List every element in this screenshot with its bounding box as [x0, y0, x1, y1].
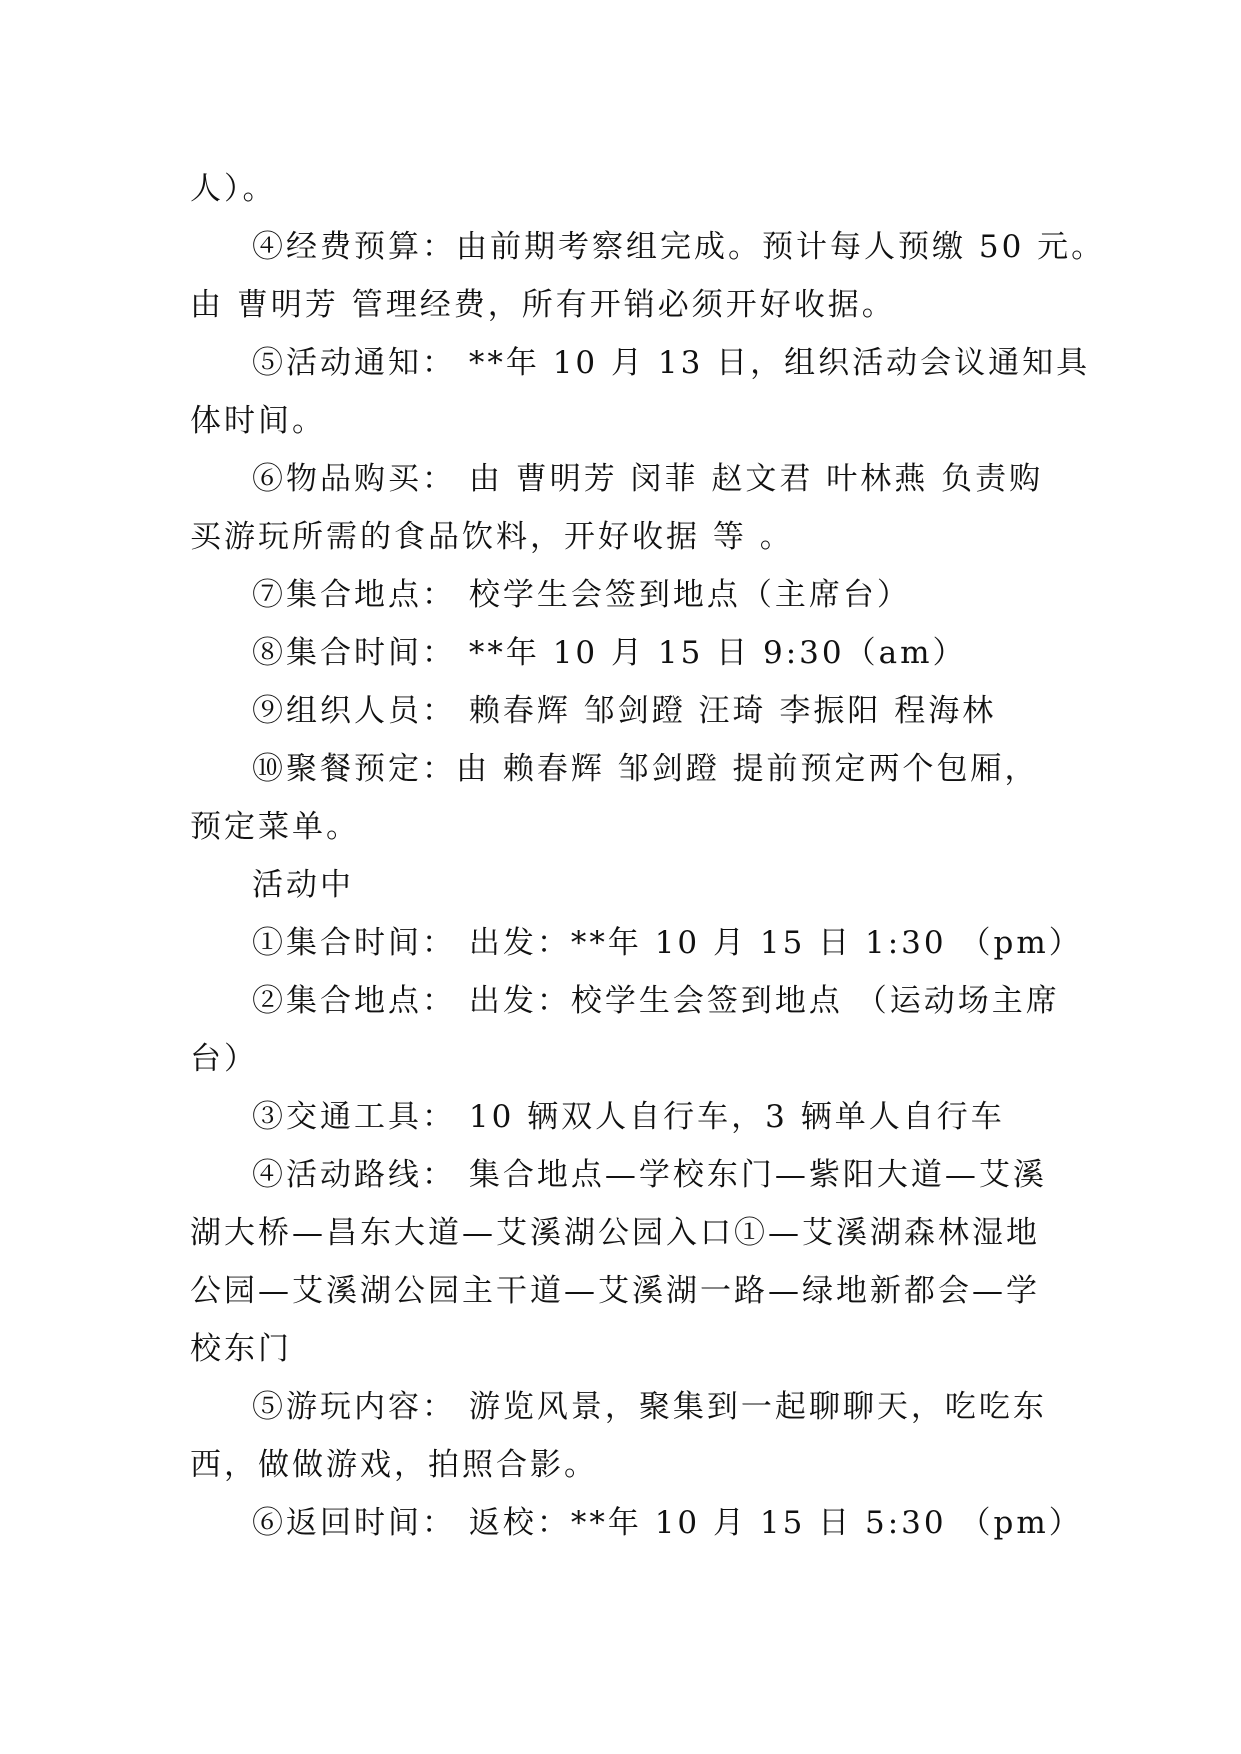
text-line-activities: ⑤游玩内容： 游览风景，聚集到一起聊聊天，吃吃东: [252, 1389, 1047, 1425]
text-line-meeting-place: ⑦集合地点： 校学生会签到地点（主席台）: [252, 577, 911, 613]
text-line-during-place: ②集合地点： 出发：校学生会签到地点 （运动场主席: [252, 983, 1060, 1019]
text-line-route-cont-1: 湖大桥—昌东大道—艾溪湖公园入口①—艾溪湖森林湿地: [190, 1215, 1040, 1251]
text-line-activities-cont: 西，做做游戏，拍照合影。: [190, 1447, 598, 1483]
text-line-notice-cont: 体时间。: [190, 403, 326, 439]
text-line-budget: ④经费预算：由前期考察组完成。预计每人预缴 50 元。: [252, 229, 1106, 265]
text-line-purchase-cont: 买游玩所需的食品饮料，开好收据 等 。: [190, 519, 794, 555]
text-line-transport: ③交通工具： 10 辆双人自行车，3 辆单人自行车: [252, 1099, 1005, 1135]
text-line-continuation: 人）。: [190, 171, 277, 207]
text-line-during-time: ①集合时间： 出发：**年 10 月 15 日 1:30 （pm）: [252, 925, 1083, 961]
text-line-organizers: ⑨组织人员： 赖春辉 邹剑蹬 汪琦 李振阳 程海林: [252, 693, 997, 729]
document-body: [190, 160, 1106, 1552]
text-line-during-place-cont: 台）: [190, 1041, 258, 1077]
text-line-route: ④活动路线： 集合地点—学校东门—紫阳大道—艾溪: [252, 1157, 1047, 1193]
section-heading-during-activity: 活动中: [252, 867, 354, 903]
text-line-dinner: ⑩聚餐预定：由 赖春辉 邹剑蹬 提前预定两个包厢，: [252, 751, 1039, 787]
text-line-notice: ⑤活动通知： **年 10 月 13 日，组织活动会议通知具: [252, 345, 1091, 381]
text-line-meeting-time: ⑧集合时间： **年 10 月 15 日 9:30（am）: [252, 635, 967, 671]
text-line-dinner-cont: 预定菜单。: [190, 809, 360, 845]
text-line-purchase: ⑥物品购买： 由 曹明芳 闵菲 赵文君 叶林燕 负责购: [252, 461, 1044, 497]
text-line-route-cont-3: 校东门: [190, 1331, 292, 1367]
text-line-route-cont-2: 公园—艾溪湖公园主干道—艾溪湖一路—绿地新都会—学: [190, 1273, 1040, 1309]
text-line-budget-cont: 由 曹明芳 管理经费，所有开销必须开好收据。: [190, 287, 896, 323]
text-line-return-time: ⑥返回时间： 返校：**年 10 月 15 日 5:30 （pm）: [252, 1505, 1083, 1541]
